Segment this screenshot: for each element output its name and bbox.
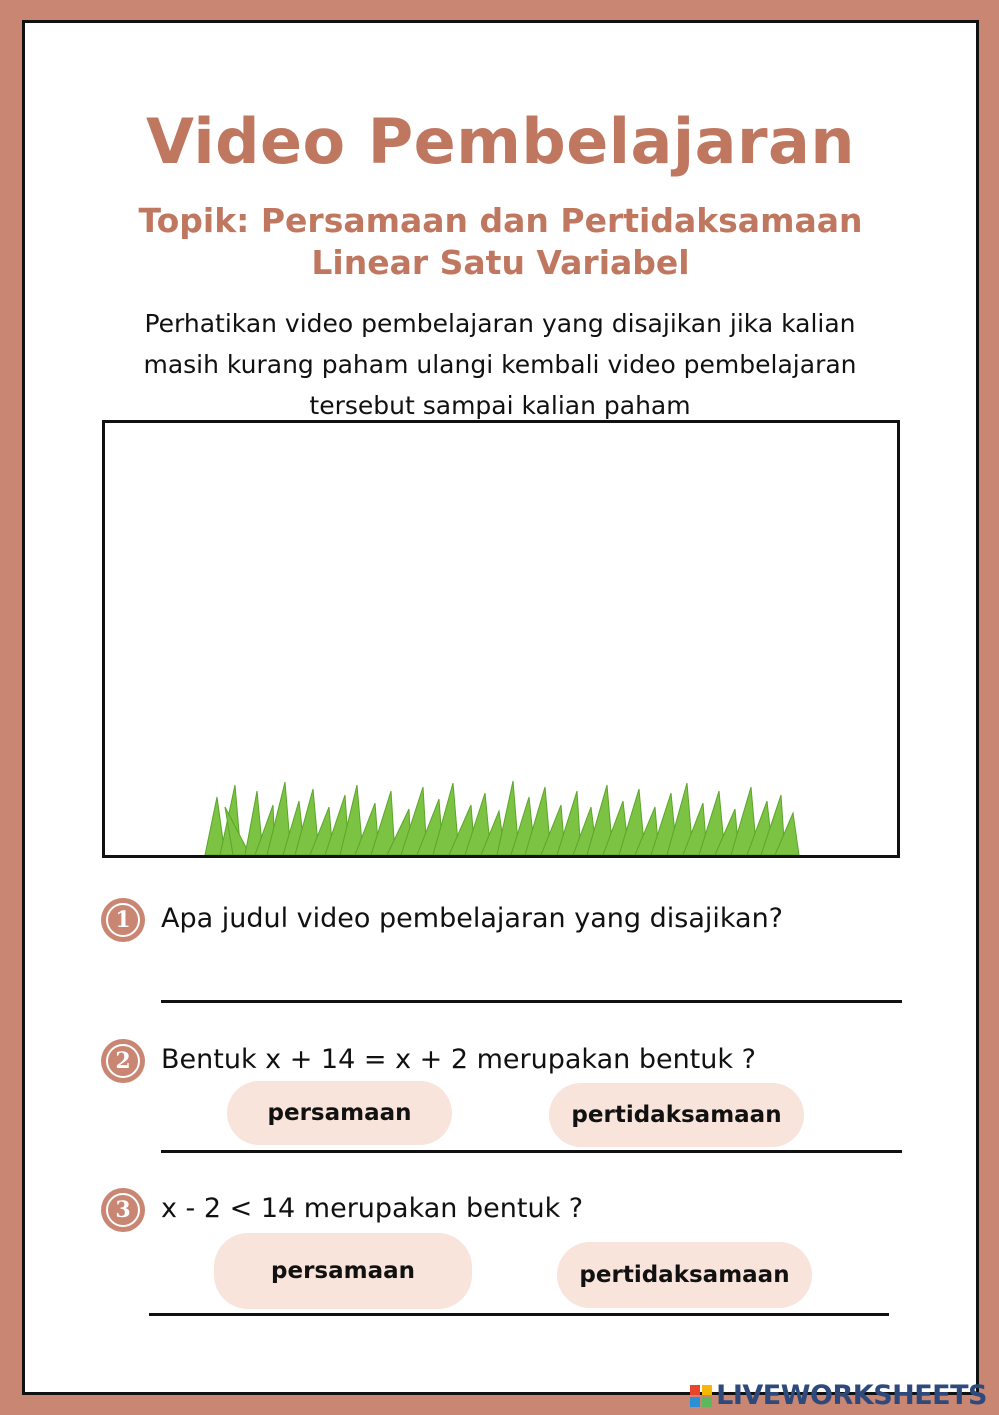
question-3-option-pertidaksamaan[interactable]: pertidaksamaan xyxy=(557,1242,812,1308)
question-1-answer-line[interactable] xyxy=(161,1000,902,1003)
question-3-badge xyxy=(101,1188,145,1232)
video-player-area[interactable] xyxy=(102,420,900,858)
question-2-option-pertidaksamaan[interactable]: pertidaksamaan xyxy=(549,1083,804,1147)
worksheet-page xyxy=(22,20,979,1395)
question-2-option-persamaan[interactable]: persamaan xyxy=(227,1081,452,1145)
question-2-badge xyxy=(101,1039,145,1083)
page-title: Video Pembelajaran xyxy=(145,105,855,178)
question-1-badge xyxy=(101,898,145,942)
question-3-text: x - 2 < 14 merupakan bentuk ? xyxy=(161,1193,584,1224)
liveworksheets-logo-text: LIVEWORKSHEETS xyxy=(716,1380,987,1411)
question-1-text: Apa judul video pembelajaran yang disajikan? xyxy=(161,903,784,934)
subtitle-line-1: Topik: Persamaan dan Pertidaksamaan xyxy=(138,201,863,240)
grass-decoration xyxy=(195,777,805,855)
instructions-line-3: tersebut sampai kalian paham xyxy=(309,391,691,420)
question-3-option-persamaan[interactable]: persamaan xyxy=(214,1233,472,1309)
question-2-text: Bentuk x + 14 = x + 2 merupakan bentuk ? xyxy=(161,1044,756,1075)
question-3-answer-line xyxy=(149,1313,889,1316)
question-1-number: 1 xyxy=(106,903,140,937)
question-2-answer-line xyxy=(161,1150,902,1153)
page-subtitle xyxy=(25,200,976,284)
question-2-number: 2 xyxy=(106,1044,140,1078)
instructions xyxy=(85,303,915,426)
subtitle-line-2: Linear Satu Variabel xyxy=(311,243,690,282)
instructions-line-2: masih kurang paham ulangi kembali video pembelajaran xyxy=(143,350,857,379)
liveworksheets-logo[interactable] xyxy=(690,1380,987,1411)
liveworksheets-mark-icon xyxy=(690,1385,712,1407)
instructions-line-1: Perhatikan video pembelajaran yang disajikan jika kalian xyxy=(144,309,856,338)
question-3-number: 3 xyxy=(106,1193,140,1227)
